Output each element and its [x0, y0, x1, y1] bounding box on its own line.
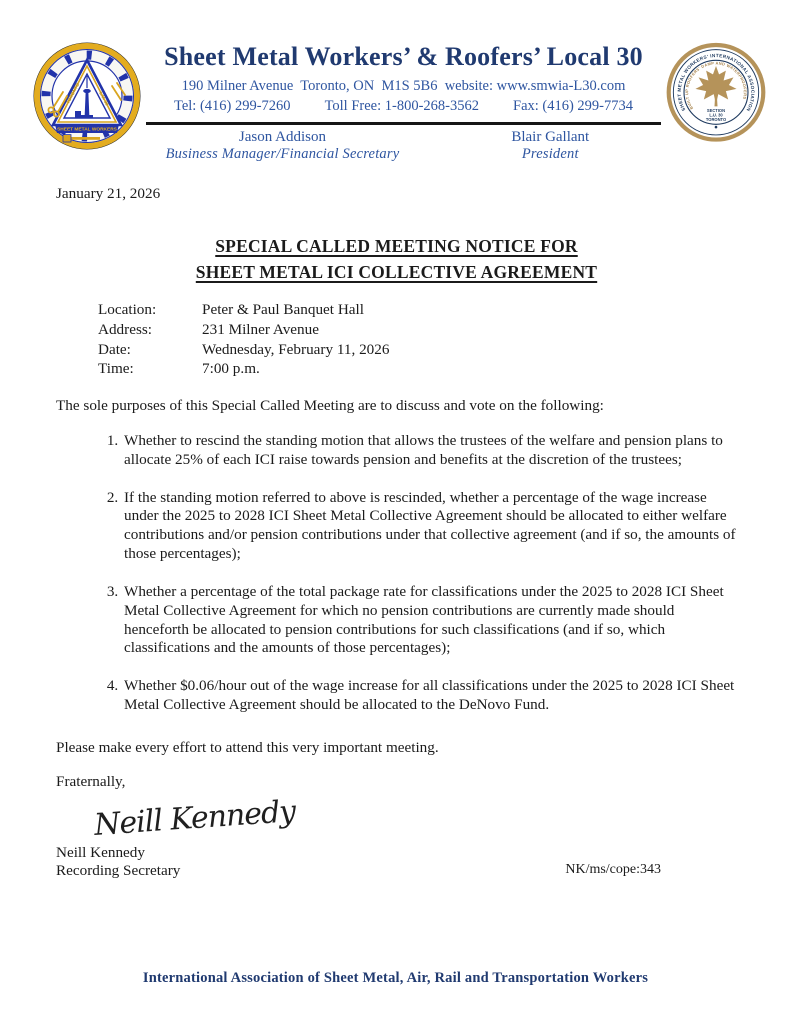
detail-label: Location: — [98, 301, 157, 319]
closing-request: Please make every effort to attend this very important meeting. — [56, 738, 439, 756]
letterhead-center — [142, 40, 665, 163]
smwia-seal-logo — [665, 42, 767, 155]
signer-title: Recording Secretary — [56, 862, 181, 880]
seal-banner-label: SHEET METAL WORKERS — [57, 127, 117, 133]
detail-value: 7:00 p.m. — [202, 360, 260, 378]
title-line-1: SPECIAL CALLED MEETING NOTICE FOR — [215, 235, 578, 256]
seal-side-right-label: L.U. 30 — [98, 90, 110, 107]
smwia-local-label: L.U. 30 — [709, 112, 723, 118]
typist-reference: NK/ms/cope:343 — [565, 862, 661, 878]
officer-title: President — [521, 146, 579, 163]
footer-association-line: International Association of Sheet Metal, Air, Rail and Transportation Workers — [142, 970, 649, 986]
smwia-section-label: SECTION — [706, 107, 726, 113]
org-fax: Fax: (416) 299-7734 — [513, 97, 634, 114]
local30-seal-logo — [32, 40, 142, 157]
purpose-item-1: 1. Whether to rescind the standing motion that allows the trustees of the welfare and pension plans to allocate 25% of each ICI raise towards pension and benefits at the discretion of the trustees; — [122, 432, 737, 470]
purpose-intro: The sole purposes of this Special Called Meeting are to discuss and vote on the following: — [56, 396, 604, 414]
purpose-item-4: 4. Whether $0.06/hour out of the wage increase for all classifications under the 2025 to 2028 ICI Sheet Metal Collective Agreement should be allocated to the DeNovo Fund. — [122, 677, 737, 715]
seal-side-left-label: TORONTO — [65, 82, 81, 105]
officers-row — [146, 129, 661, 163]
detail-label: Address: — [98, 320, 152, 338]
purpose-list — [56, 432, 737, 715]
officer-name: Blair Gallant — [511, 128, 590, 145]
org-name: Sheet Metal Workers’ & Roofers’ Local 30 — [164, 42, 643, 71]
smwia-seal-icon — [665, 42, 767, 150]
detail-label: Time: — [98, 360, 134, 378]
letterhead — [0, 0, 791, 163]
purpose-item-3: 3. Whether a percentage of the total package rate for classifications under the 2025 to 2028 ICI Sheet Metal Collective Agreement for which no pension contributions are currently made should henceforth be allocated to pension contributions for such classifications (and if so, which classifications and the amounts of those percentages); — [122, 583, 737, 658]
detail-value: Peter & Paul Banquet Hall — [202, 301, 364, 319]
purpose-item-2: 2. If the standing motion referred to above is rescinded, whether a percentage of the wage increase under the 2025 to 2028 ICI Sheet Metal Collective Agreement should be allocated to either welfare contributions and/or pension contributions under that collective agreement (and if so, the amounts of those percentages); — [122, 489, 737, 564]
detail-row-date — [98, 341, 737, 359]
meeting-details — [98, 301, 737, 378]
letterhead-divider — [146, 122, 661, 125]
signer-title-row — [56, 862, 737, 880]
detail-value: Wednesday, February 11, 2026 — [202, 340, 390, 358]
detail-value: 231 Milner Avenue — [202, 320, 319, 338]
org-toll-free: Toll Free: 1-800-268-3562 — [324, 97, 479, 114]
smwia-inner-ring-label: BUILT UP ROOFERS' DAMP AND WATERPROOFERS — [684, 60, 748, 111]
officer-president — [440, 129, 661, 163]
smwia-city-label: TORONTO — [705, 117, 727, 123]
org-address-line: 190 Milner Avenue Toronto, ON M1S 5B6 website: www.smwia-L30.com — [181, 77, 626, 94]
officer-title: Business Manager/Financial Secretary — [165, 146, 400, 163]
org-contact-line — [146, 98, 661, 115]
handwritten-signature: Neill Kennedy — [93, 793, 297, 843]
org-tel: Tel: (416) 299-7260 — [173, 97, 291, 114]
detail-label: Date: — [98, 340, 131, 358]
detail-row-address — [98, 321, 737, 339]
meeting-notice-title — [56, 233, 737, 286]
title-line-2: SHEET METAL ICI COLLECTIVE AGREEMENT — [195, 262, 598, 283]
local30-seal-icon — [32, 40, 142, 152]
detail-row-location — [98, 301, 737, 319]
smwia-outer-ring-label: SHEET METAL WORKERS' INTERNATIONAL ASSOCIATION — [676, 52, 756, 113]
letter-body — [0, 185, 791, 881]
valediction: Fraternally, — [56, 772, 126, 790]
detail-row-time — [98, 360, 737, 378]
officer-name: Jason Addison — [238, 128, 327, 145]
officer-business-manager — [146, 129, 419, 163]
letter-date: January 21, 2026 — [56, 184, 161, 202]
signer-name: Neill Kennedy — [56, 843, 145, 861]
